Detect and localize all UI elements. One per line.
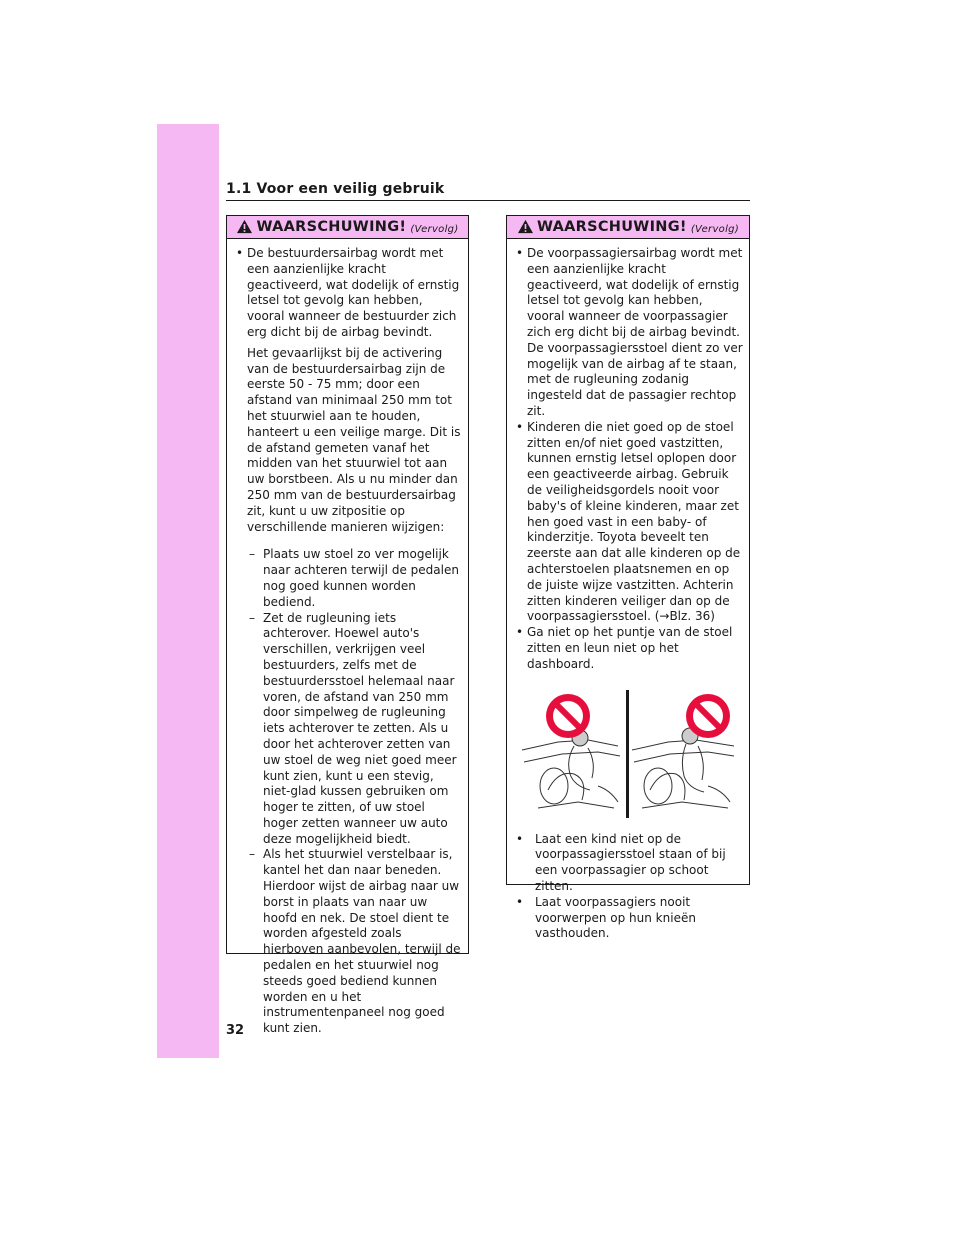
dash-item: – Zet de rugleuning iets achterover. Hoewel auto's verschillen, verkrijgen veel bestuurders, zelfs met de bestuurdersstoel helemaal naar voren, de afstand van 250 mm door simpelweg de rugleuning iets achterover te zetten. Als u door het achterover zetten van uw stoel de weg niet goed meer kunt zien, kunt u een stevig, niet-glad kussen gebruiken om hoger te zitten, of uw stoel hoger zetten wanneer uw auto deze mogelijkheid biedt. — [233, 611, 462, 848]
seating-illustration — [518, 690, 738, 818]
bullet-item: • Ga niet op het puntje van de stoel zitten en leun niet op het dashboard. — [513, 625, 743, 672]
warning-subtitle: (Vervolg) — [690, 223, 740, 235]
warning-title: WAARSCHUWING! — [256, 219, 407, 235]
warning-subtitle: (Vervolg) — [410, 223, 459, 235]
bullet-item: • Kinderen die niet goed op de stoel zitten en/of niet goed vastzitten, kunnen ernstig letsel oplopen door een geactiveerde airbag. Gebruik de veiligheidsgordels nooit voor baby's of kleine kinderen, maar zet hen goed vast in een baby- of kinderzitje. Toyota beveelt ten zeerste aan dat alle kinderen op de achterstoelen plaatsnemen en op de juiste wijze vastzitten. Achterin zitten kinderen veiliger dan op de voorpassagiersstoel. (→Blz. 36) — [513, 420, 743, 625]
bullet-item: • De voorpassagiersairbag wordt met een aanzienlijke kracht geactiveerd, wat dodelijk of ernstig letsel tot gevolg kan hebben, vooral wanneer de voorpassagier zich erg dicht bij de airbag bevindt. De voorpassagiersstoel dient zo ver mogelijk van de airbag af te staan, met de rugleuning zodanig ingesteld dat de passagier rechtop zit. — [513, 246, 743, 420]
bullet-item: • Laat voorpassagiers nooit voorwerpen op hun knieën vasthouden. — [513, 895, 743, 942]
paragraph: Het gevaarlijkst bij de activering van de bestuurdersairbag zijn de eerste 50 - 75 mm; door een afstand van minimaal 250 mm tot het stuurwiel aan te houden, hanteert u een veilige marge. Dit is de afstand gemeten vanaf het midden van het stuurwiel tot aan uw borstbeen. Als u nu minder dan 250 mm van de bestuurdersairbag zit, kunt u uw zitpositie op verschillende manieren wijzigen: — [247, 345, 461, 534]
warning-triangle-icon — [236, 219, 253, 234]
warning-box-header — [507, 216, 749, 239]
warning-title: WAARSCHUWING! — [536, 219, 687, 235]
page-number: 32 — [226, 1023, 245, 1038]
bullet-item: • Laat een kind niet op de voorpassagiersstoel staan of bij een voorpassagier op schoot zitten. — [513, 832, 743, 895]
prohibition-illustration — [518, 690, 738, 818]
section-header: 1.1 Voor een veilig gebruik — [226, 181, 445, 197]
warning-box-right — [506, 215, 750, 941]
prohibition-icon — [686, 694, 730, 738]
dash-item: – Plaats uw stoel zo ver mogelijk naar achteren terwijl de pedalen nog goed kunnen worden bediend. — [233, 547, 462, 610]
chapter-side-tab — [157, 124, 219, 1058]
bullet-item: • De bestuurdersairbag wordt met een aanzienlijke kracht geactiveerd, wat dodelijk of ernstig letsel tot gevolg kan hebben, vooral wanneer de bestuurder zich erg dicht bij de airbag bevindt. — [233, 246, 462, 341]
dash-item: – Als het stuurwiel verstelbaar is, kantel het dan naar beneden. Hierdoor wijst de airbag naar uw borst in plaats van naar uw hoofd en nek. De stoel dient te worden afgesteld zoals hierboven aanbevolen, terwijl de pedalen en het stuurwiel nog steeds goed bediend kunnen worden en u het instrumentenpaneel nog goed kunt zien. — [233, 847, 462, 1037]
warning-triangle-icon — [517, 219, 534, 234]
prohibition-icon — [546, 694, 590, 738]
header-rule — [226, 200, 750, 201]
warning-body — [227, 239, 468, 1037]
warning-body — [507, 239, 749, 942]
warning-box-header — [227, 216, 468, 239]
